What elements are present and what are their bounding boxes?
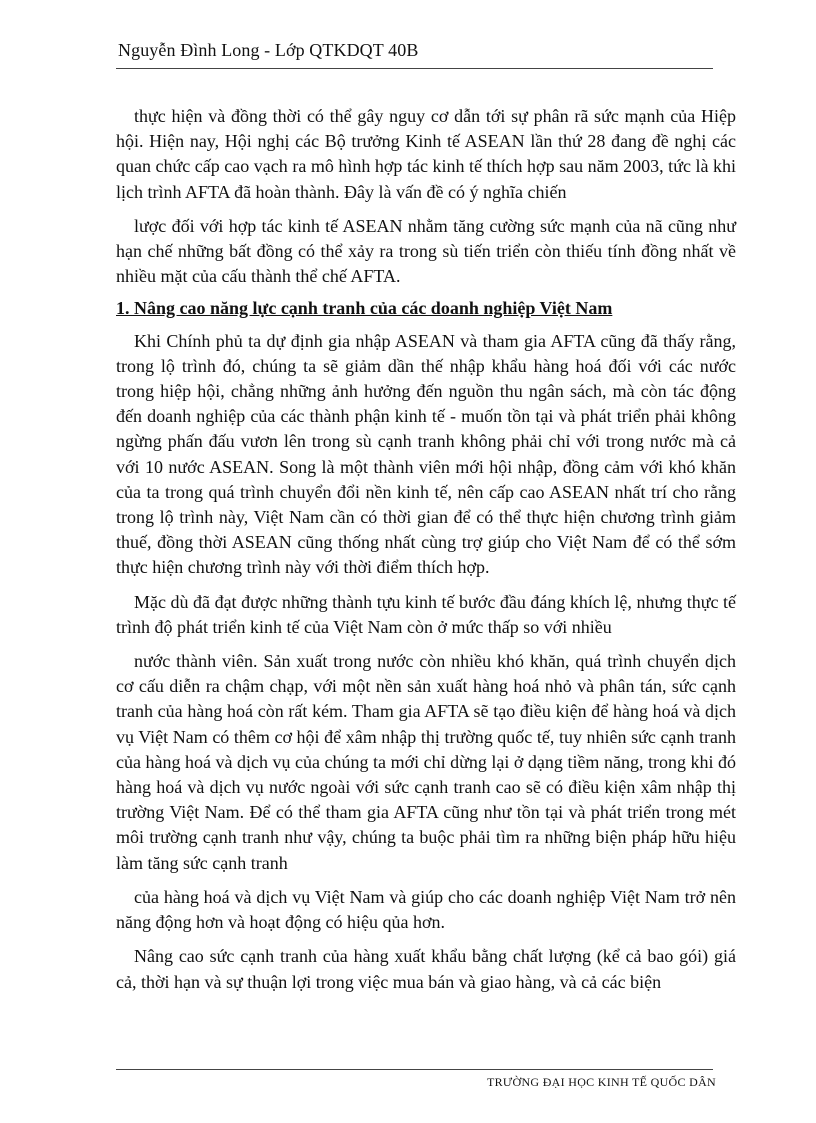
document-body [116,104,736,995]
paragraph: lược đối với hợp tác kinh tế ASEAN nhằm tăng cường sức mạnh của nã cũng như hạn chế những bất đồng có thể xảy ra trong sù tiến triển còn thiếu tính đồng nhất về nhiều mặt của cấu thành thể chế AFTA. [116,215,736,287]
paragraph: Mặc dù đã đạt được những thành tựu kinh tế bước đầu đáng khích lệ, nhưng thực tế trình độ phát triển kinh tế của Việt Nam còn ở mức thấp so với nhiều [116,591,736,637]
paragraph: nước thành viên. Sản xuất trong nước còn nhiều khó khăn, quá trình chuyển dịch cơ cấu diễn ra chậm chạp, với một nền sản xuất hàng hoá nhỏ và phân tán, sức cạnh tranh của hàng hoá còn rất kém. Tham gia AFTA sẽ tạo điều kiện để hàng hoá và dịch vụ Việt Nam có thêm cơ hội để xâm nhập thị trường quốc tế, tuy nhiên sức cạnh tranh của hàng hoá và dịch vụ của chúng ta mới chỉ dừng lại ở dạng tiềm năng, trong khi đó hàng hoá và dịch vụ nước ngoài với sức cạnh tranh cao sẽ có điều kiện xâm nhập thị trường Việt Nam. Để có thể tham gia AFTA cũng như tồn tại và phát triển trong mét môi trường cạnh tranh như vậy, chúng ta buộc phải tìm ra những biện pháp hữu hiệu làm tăng sức cạnh tranh [116,651,736,873]
page-header-title: Nguyễn Đình Long - Lớp QTKDQT 40B [118,40,419,60]
paragraph: của hàng hoá và dịch vụ Việt Nam và giúp cho các doanh nghiệp Việt Nam trở nên năng động hơn và hoạt động có hiệu qủa hơn. [116,886,736,933]
header-divider [116,68,713,69]
section-heading: 1. Nâng cao năng lực cạnh tranh của các doanh nghiệp Việt Nam [116,298,613,319]
page-footer-text: TRƯỜNG ĐẠI HỌC KINH TẾ QUỐC DÂN [486,1075,716,1089]
paragraph: thực hiện và đồng thời có thể gây nguy cơ dẫn tới sự phân rã sức mạnh của Hiệp hội. Hiện nay, Hội nghị các Bộ trưởng Kinh tế ASEAN lần thứ 28 đang đề nghị các quan chức cấp cao vạch ra mô hình hợp tác kinh tế thích hợp sau năm 2003, tức là khi lịch trình AFTA đã hoàn thành. Đây là vấn đề có ý nghĩa chiến [116,106,736,202]
paragraph: Khi Chính phủ ta dự định gia nhập ASEAN và tham gia AFTA cũng đã thấy rằng, trong lộ trình đó, chúng ta sẽ giảm dần thế nhập khẩu hàng hoá đối với các nước trong hiệp hội, chẳng những ảnh hưởng đến nguồn thu ngân sách, mà còn tác động đến doanh nghiệp của các thành phận kinh tế - muốn tồn tại và phát triển phải không ngừng phấn đấu vươn lên trong sù cạnh tranh không phải chỉ với trong nước mà cả với 10 nước ASEAN. Song là một thành viên mới hội nhập, đồng cảm với khó khăn của ta trong quá trình chuyển đổi nền kinh tế, nên cấp cao ASEAN nhất trí cho rằng trong lộ trình này, Việt Nam cần có thời gian để có thể thực hiện chương trình giảm thuế, đồng thời ASEAN cũng thống nhất cùng trợ giúp cho Việt Nam để có thể sớm thực hiện chương trình này với thời điểm thích hợp. [116,330,736,578]
footer-divider [116,1069,713,1070]
paragraph: Nâng cao sức cạnh tranh của hàng xuất khẩu bằng chất lượng (kể cả bao gói) giá cả, thời hạn và sự thuận lợi trong việc mua bán và giao hàng, và cả các biện [116,946,736,992]
